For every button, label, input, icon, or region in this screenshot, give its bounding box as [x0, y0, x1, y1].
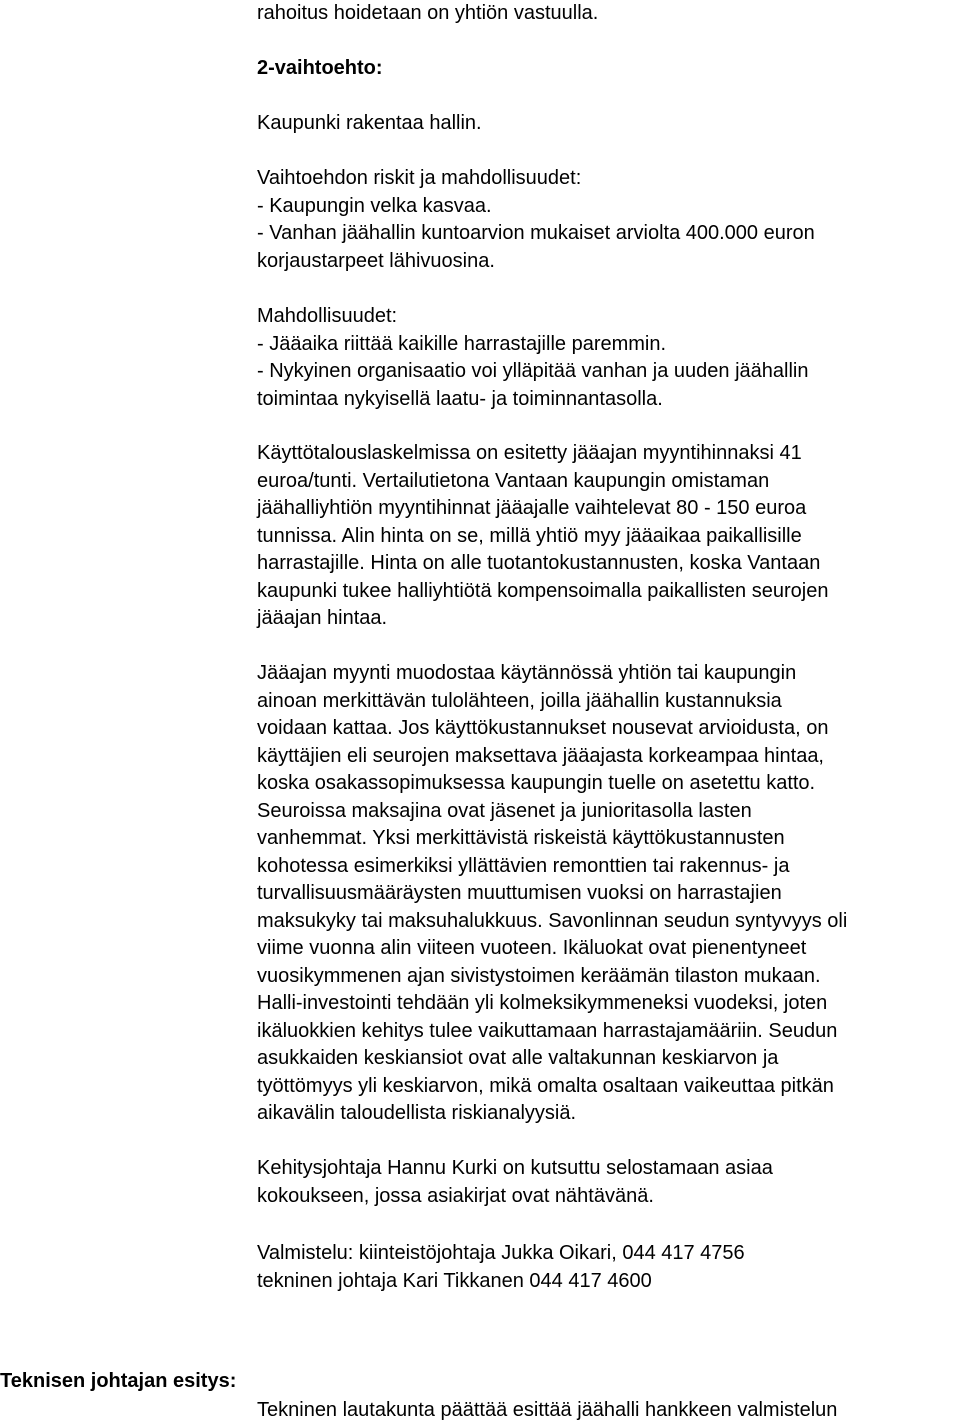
text-line: voidaan kattaa. Jos käyttökustannukset nousevat arvioidusta, on — [257, 717, 829, 739]
income-paragraph — [257, 660, 960, 1128]
text-line: turvallisuusmääräysten muuttumisen vuoksi on harrastajien — [257, 882, 782, 904]
text-line: tekninen johtaja Kari Tikkanen 044 417 4600 — [257, 1269, 652, 1292]
text-line: Käyttötalouslaskelmissa on esitetty jääajan myyntihinnaksi 41 — [257, 442, 802, 464]
text-line: vuosikymmenen ajan sivistystoimen keräämän tilaston mukaan. — [257, 964, 821, 987]
text-line: Jääajan myynti muodostaa käytännössä yhtiön tai kaupungin — [257, 662, 797, 684]
text-line: Kaupunki rakentaa hallin. — [257, 112, 482, 134]
intro-paragraph — [257, 0, 960, 28]
text-line: viime vuonna alin viiteen vuoteen. Ikäluokat ovat pienentyneet — [257, 937, 807, 959]
text-line: maksukyky tai maksuhalukkuus. Savonlinnan seudun syntyvyys oli — [257, 909, 848, 932]
text-line: Seuroissa maksajina ovat jäsenet ja junioritasolla lasten — [257, 799, 752, 822]
text-line: tunnissa. Alin hinta on se, millä yhtiö myy jääaikaa paikallisille — [257, 524, 802, 547]
text-line: Halli-investointi tehdään yli kolmeksikymmeneksi vuodeksi, joten — [257, 992, 828, 1014]
text-line: vanhemmat. Yksi merkittävistä riskeistä käyttökustannusten — [257, 827, 785, 849]
risks-paragraph — [257, 165, 960, 275]
text-line: koska osakassopimuksessa kaupungin tuelle on asetettu katto. — [257, 772, 816, 794]
preparation-paragraph — [257, 1240, 960, 1295]
opportunities-paragraph — [257, 303, 960, 413]
text-line: harrastajille. Hinta on alle tuotantokustannusten, koska Vantaan — [257, 552, 821, 574]
list-item: - Kaupungin velka kasvaa. — [257, 194, 492, 217]
text-line: jääajan hintaa. — [257, 607, 388, 629]
text-line: kokoukseen, jossa asiakirjat ovat nähtävänä. — [257, 1184, 654, 1207]
text-line: kohotessa esimerkiksi yllättävien remonttien tai rakennus- ja — [257, 854, 790, 877]
option2-heading — [257, 55, 960, 83]
pricing-paragraph — [257, 440, 960, 633]
text-line: aikavälin taloudellista riskianalyysiä. — [257, 1102, 577, 1124]
text-line: jäähalliyhtiön myyntihinnat jääajalle vaihtelevat 80 - 150 euroa — [257, 497, 807, 519]
invite-paragraph — [257, 1155, 960, 1210]
option2-paragraph — [257, 110, 960, 138]
list-item: - Jääaika riittää kaikille harrastajille paremmin. — [257, 332, 667, 355]
list-item: - Nykyinen organisaatio voi ylläpitää vanhan ja uuden jäähallin — [257, 360, 809, 382]
text-line: asukkaiden keskiansiot ovat alle valtakunnan keskiarvon ja — [257, 1047, 779, 1069]
text-line: Valmistelu: kiinteistöjohtaja Jukka Oikari, 044 417 4756 — [257, 1242, 745, 1264]
text-line: ikäluokkien kehitys tulee vaikuttamaan harrastajamääriin. Seudun — [257, 1019, 838, 1042]
text-line: kaupunki tukee halliyhtiötä kompensoimalla paikallisten seurojen — [257, 579, 829, 602]
text-line: työttömyys yli keskiarvon, mikä omalta osaltaan vaikeuttaa pitkän — [257, 1074, 834, 1097]
text-line: ainoan merkittävän tulolähteen, joilla jäähallin kustannuksia — [257, 689, 782, 712]
proposal-heading — [0, 1368, 236, 1396]
text-line: Kehitysjohtaja Hannu Kurki on kutsuttu selostamaan asiaa — [257, 1157, 773, 1179]
section-heading: Teknisen johtajan esitys: — [0, 1370, 237, 1392]
list-item: - Vanhan jäähallin kuntoarvion mukaiset arviolta 400.000 euron — [257, 222, 815, 244]
text-line: Mahdollisuudet: — [257, 305, 398, 327]
section-heading: 2-vaihtoehto: — [257, 57, 383, 79]
text-line: euroa/tunti. Vertailutietona Vantaan kaupungin omistaman — [257, 469, 770, 492]
proposal-paragraph — [257, 1397, 960, 1425]
text-line: korjaustarpeet lähivuosina. — [257, 249, 495, 272]
text-line: rahoitus hoidetaan on yhtiön vastuulla. — [257, 2, 599, 24]
text-line: Vaihtoehdon riskit ja mahdollisuudet: — [257, 167, 582, 189]
text-line: Tekninen lautakunta päättää esittää jäähalli hankkeen valmistelun — [257, 1399, 838, 1421]
text-line: käyttäjien eli seurojen maksettava jääajasta korkeampaa hintaa, — [257, 744, 824, 767]
text-line: toimintaa nykyisellä laatu- ja toiminnantasolla. — [257, 387, 663, 410]
